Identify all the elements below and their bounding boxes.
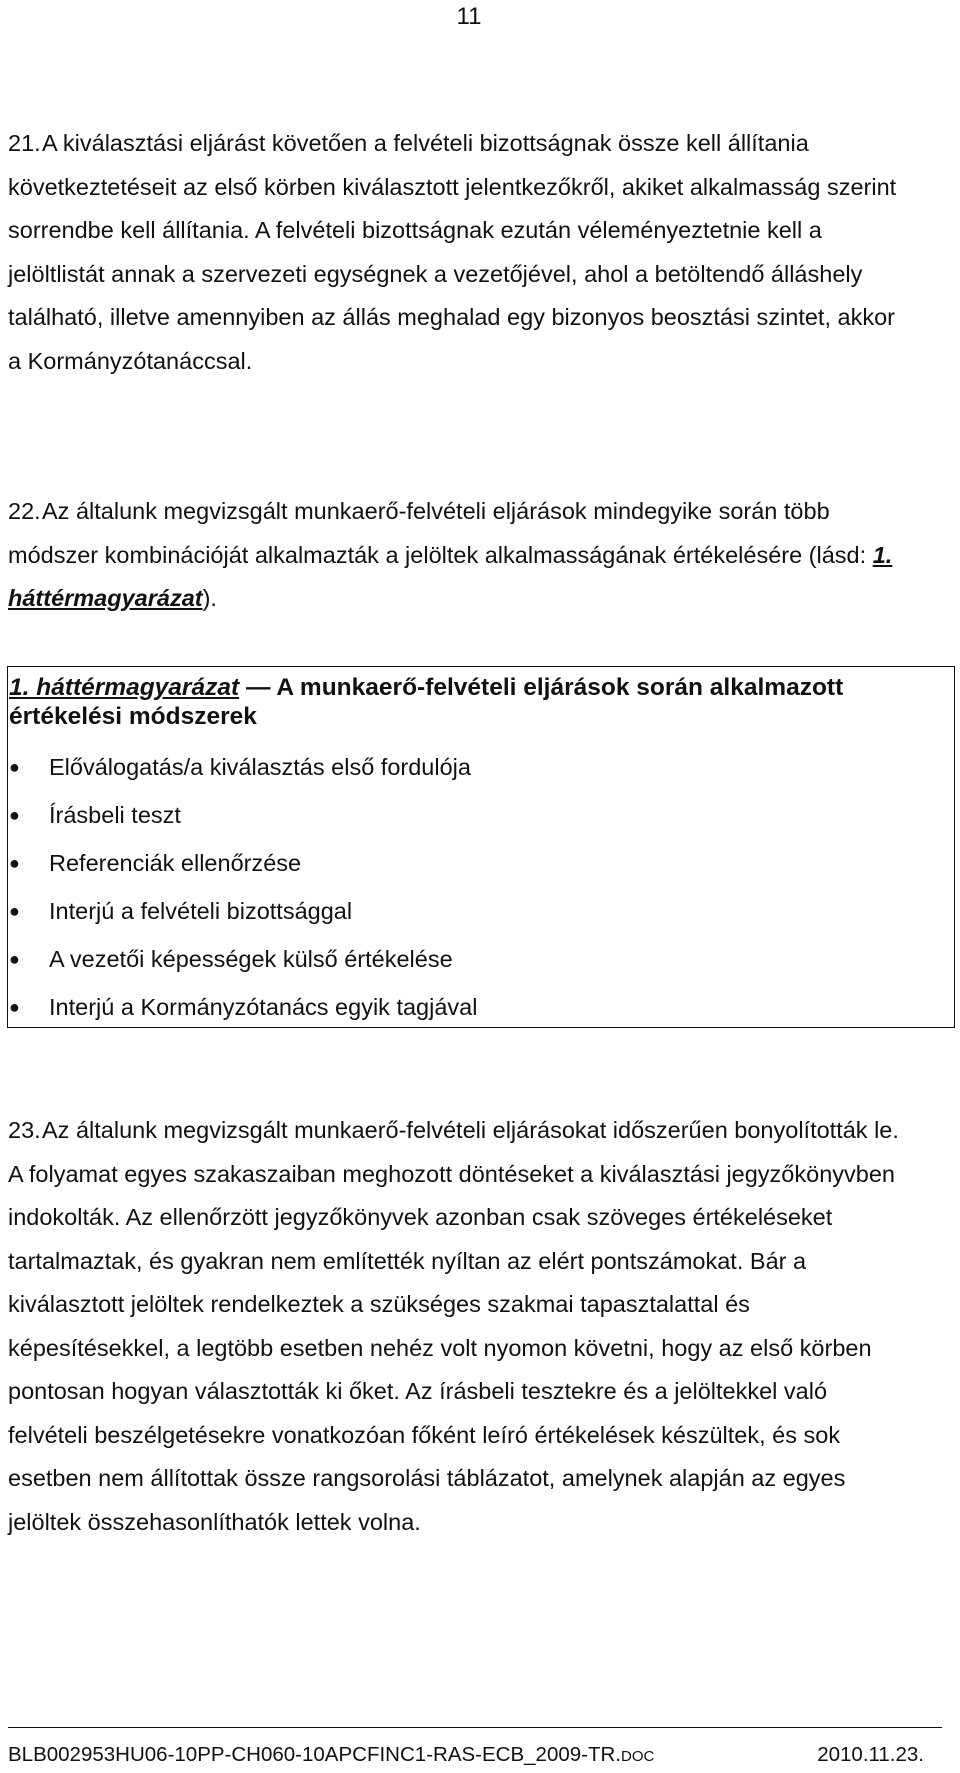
list-item-label: A vezetői képességek külső értékelése [49,946,453,972]
bullet-dot-icon: ● [9,949,20,969]
bullet-dot-icon: ● [9,853,20,873]
box-title-ref: 1. háttérmagyarázat [9,674,240,701]
list-item [9,839,954,887]
paragraph-21 [8,122,913,383]
list-item-label: Előválogatás/a kiválasztás első fordulója [49,754,471,780]
bullet-dot-icon: ● [9,757,20,777]
list-item-label: Interjú a felvételi bizottsággal [49,898,353,924]
list-item [9,743,954,791]
list-item [9,935,954,983]
footer-doc-id-text: BLB002953HU06-10PP-CH060-10APCFINC1-RAS-ECB_2009-TR. [8,1743,621,1766]
box-title-text: — A munkaerő-felvételi eljárások során alkalmazott értékelési módszerek [9,674,844,730]
list-item [9,791,954,839]
bullet-dot-icon: ● [9,901,20,921]
paragraph-number: 22. [8,498,41,524]
bullet-dot-icon: ● [9,805,20,825]
list-item-label: Interjú a Kormányzótanács egyik tagjával [49,994,478,1020]
paragraph-text-end: ). [202,585,217,611]
footer-doc-extension: DOC [621,1748,655,1765]
box-reference-link[interactable]: 1. háttérmagyarázat [8,541,893,611]
list-item-label: Referenciák ellenőrzése [49,850,302,876]
page-number: 11 [456,3,482,30]
box-title [9,673,954,731]
paragraph-number: 23. [8,1117,41,1143]
list-item-label: Írásbeli teszt [49,802,181,828]
footer-date: 2010.11.23. [817,1743,924,1766]
paragraph-text: Az általunk megvizsgált munkaerő-felvételi eljárások mindegyike során több módszer kombinációját alkalmazták a jelöltek alkalmasságának értékelésére (lásd: [8,498,873,568]
paragraph-22 [8,490,913,621]
list-item [9,983,954,1031]
paragraph-text: Az általunk megvizsgált munkaerő-felvételi eljárásokat időszerűen bonyolították le. A folyamat egyes szakaszaiban meghozott döntéseket a kiválasztási jegyzőkönyvben indokolták. Az ellenőrzött jegyzőkönyvek azonban csak szöveges értékeléseket tartalmaztak, és gyakran nem említették nyíltan az elért pontszámokat. Bár a kiválasztott jelöltek rendelkeztek a szükséges szakmai tapasztalattal és képesítésekkel, a legtöbb esetben nehéz volt nyomon követni, hogy az első körben pontosan hogyan választották ki őket. Az írásbeli tesztekre és a jelöltekkel való felvételi beszélgetésekre vonatkozóan főként leíró értékelések készültek, és sok esetben nem állítottak össze rangsorolási táblázatot, amelynek alapján az egyes jelöltek összehasonlíthatók lettek volna. [8,1117,899,1535]
list-item [9,887,954,935]
bullet-dot-icon: ● [9,997,20,1017]
paragraph-text: A kiválasztási eljárást követően a felvételi bizottságnak össze kell állítania következtetéseit az első körben kiválasztott jelentkezőkről, akiket alkalmasság szerint sorrendbe kell állítania. A felvételi bizottságnak ezután véleményeztetnie kell a jelöltlistát annak a szervezeti egységnek a vezetőjével, ahol a betöltendő álláshely található, illetve amennyiben az állás meghalad egy bizonyos beosztási szintet, akkor a Kormányzótanáccsal. [8,130,897,374]
footer-divider [8,1727,942,1728]
footer-document-id [8,1743,654,1769]
methods-list [9,743,954,1031]
background-box [7,666,955,1028]
paragraph-23 [8,1109,913,1544]
paragraph-number: 21. [8,130,41,156]
